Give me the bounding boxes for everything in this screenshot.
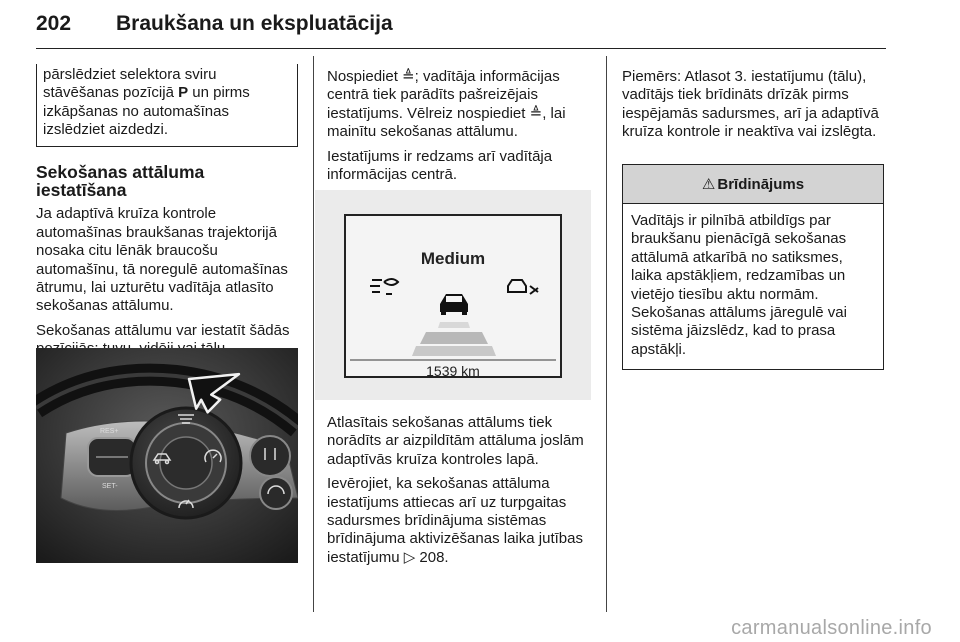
middle-paragraph-1-b: ; vadītāja informācijas centrā tiek parādīts pašreizējais iestatījums. Vēlreiz nospiediet xyxy=(327,68,560,122)
page-ref: 208. xyxy=(419,548,449,566)
page-header xyxy=(36,6,886,46)
display-screen xyxy=(344,214,562,378)
note-text-1: pārslēdziet selektora sviru stāvēšanas pozīcijā xyxy=(43,66,217,102)
warning-header xyxy=(623,165,883,204)
setting-label: Medium xyxy=(420,249,486,268)
note-bold-letter: P xyxy=(178,84,189,102)
left-paragraph-1: Ja adaptīvā kruīza kontrole automašīnas braukšanas trajektorijā nosaka citu lēnāk braucošu automašīnu, tā noregulē automašīnas ātrumu, lai uzturētu vadītāja atlasīto sekošanas attālumu. xyxy=(36,205,288,315)
middle-paragraph-3: Atlasītais sekošanas attālums tiek norādīts ar aizpildītām attāluma joslām adaptīvās kruīza kontroles lapā. xyxy=(327,414,584,468)
forward-collision-icon xyxy=(508,280,538,294)
middle-column-lower xyxy=(327,414,597,573)
warning-text: Vadītājs ir pilnībā atbildīgs par braukšanu pienācīgā sekošanas attālumā atkarībā no satiksmes, laika apstākļiem, redzamības un vietējo tiesību aktu normām. Sekošanas attālums jāregulē vai sistēma jāizslēdz, kad to prasa apstākļi. xyxy=(631,212,847,358)
set-label: SET- xyxy=(102,483,118,490)
page-number: 202 xyxy=(36,12,72,35)
distance-button-icon: ≜ xyxy=(402,68,415,85)
chapter-title: Braukšana un ekspluatācija xyxy=(116,12,393,35)
middle-paragraph-2: Iestatījums ir redzams arī vadītāja informācijas centrā. xyxy=(327,147,553,184)
warning-box xyxy=(622,164,884,370)
car-icon xyxy=(440,294,468,315)
middle-paragraph-1-a: Nospiediet xyxy=(327,68,403,85)
note-box xyxy=(36,64,298,147)
left-paragraph-2: Sekošanas attālumu var iestatīt šādās xyxy=(36,321,290,339)
distance-button-icon-2: ≜ xyxy=(529,104,543,122)
middle-paragraph-1 xyxy=(327,68,597,142)
middle-paragraph-4 xyxy=(327,475,597,567)
middle-paragraph-1-c: , lai mainītu sekošanas attālumu. xyxy=(327,104,566,141)
right-paragraph-1: Piemērs: Atlasot 3. iestatījumu (tālu), vadītājs tiek brīdināts drīzāk pirms iespējamās sadursmes, arī ja adaptīvā kruīza kontrole ir neaktīva vai izslēgta. xyxy=(622,68,879,141)
display-illustration xyxy=(315,190,591,400)
steering-wheel-svg xyxy=(36,348,298,563)
res-label: RES+ xyxy=(100,428,119,435)
warning-triangle-icon: ⚠ xyxy=(701,176,716,193)
section-heading: Sekošanas attāluma iestatīšana xyxy=(36,161,205,201)
header-rule xyxy=(36,48,886,49)
middle-paragraph-4-text: Ievērojiet, ka sekošanas attāluma iestatījums attiecas arī uz turpgaitas sadursmes brīdinājuma sistēmas brīdinājuma aktivizēšanas laika jutības iestatījumu xyxy=(327,475,583,566)
steering-wheel-photo xyxy=(36,348,298,563)
page-ref-arrow-icon: ▷ xyxy=(403,548,420,566)
warning-title: Brīdinājums xyxy=(717,175,805,193)
right-column xyxy=(622,68,886,148)
note-text-2: un pirms izkāpšanas no automašīnas izslēdziet aizdedzi. xyxy=(43,84,250,139)
column-divider-left xyxy=(313,56,314,612)
display-svg xyxy=(346,216,560,376)
distance-setting-icon xyxy=(370,279,398,294)
middle-column xyxy=(327,68,597,190)
watermark: carmanualsonline.info xyxy=(731,617,932,639)
column-divider-right xyxy=(606,56,607,612)
left-column xyxy=(36,64,298,365)
odometer: 1539 km xyxy=(426,363,480,376)
